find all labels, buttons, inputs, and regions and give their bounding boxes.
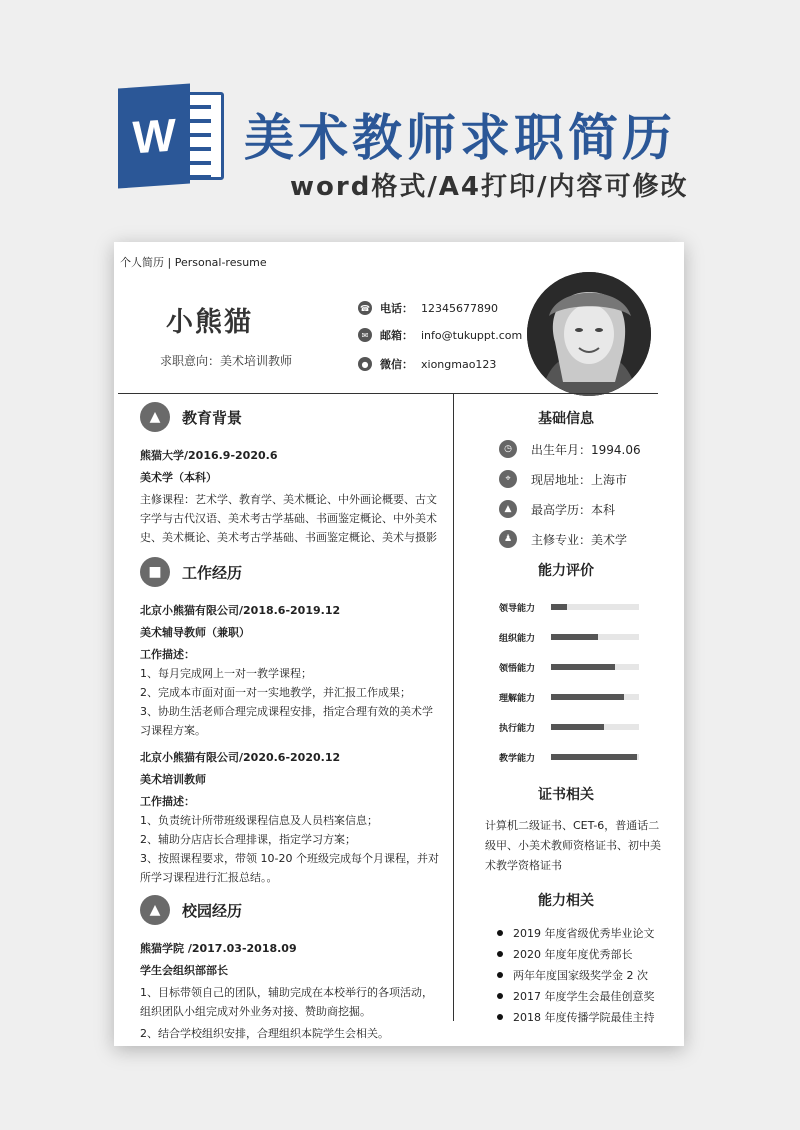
skill-label: 执行能力 bbox=[499, 723, 536, 734]
bullet-icon bbox=[497, 972, 503, 978]
skill-bar bbox=[551, 724, 639, 730]
mail-icon: ✉ bbox=[358, 328, 372, 342]
skill-row bbox=[459, 622, 673, 652]
skill-row bbox=[459, 652, 673, 682]
left-column: ▲ 教育背景 熊猫大学/2016.9-2020.6 美术学（本科） 主修课程：艺术学、教育学、美术概论、中外画论概要、古文字学与古代汉语、美术考古学基础、书画鉴定概论、中外美术史、美术概论、美术考古学基础、书画鉴定概论、美术与摄影 ■ 工作经历 北京小熊猫有限公司/2018.6-2019.12 美术辅导教师（兼职） 工作描述： 1、每月完成网上一对一教学课程； 2、完成本市面对面一对一实地教学，并汇报工作成果； 3、协助生活老师合理完成课程安排，指定合理有效的美术学习课程方案。 北京小熊猫有限公司/2020.6-2020.12 美术培训教师 工作描述： 1、负责统计所带班级课程信息及人员档案信息； 2、辅助分店店长合理排课，指定学习方案； 3、按照课程要求，带领 10-20 个班级完成每个月课程，并对所学习课程进行汇报总结。。 ▲ 校园经历 熊猫学院 /2017.03-2018.09 学生会组织部部长 1、目标带领自己的团队，辅助完成在本校举行的各项活动，组织团队小组完成对外业务对接、赞助商挖掘。 2、结合学校组织安排，合理组织本院学生会相关。 bbox=[140, 402, 440, 1043]
skill-bar-fill bbox=[551, 604, 567, 610]
graduation-cap-icon: ▲ bbox=[140, 402, 170, 432]
awards-list bbox=[459, 922, 673, 1027]
skills-list bbox=[459, 592, 673, 772]
section-work: ■ 工作经历 bbox=[140, 557, 440, 587]
banner-subtitle: word格式/A4打印/内容可修改 bbox=[290, 172, 689, 202]
right-column: 基础信息 ◷ 出生年月：1994.06 ⌖ 现居地址：上海市 ▲ 最高学历：本科 ♟ 主修专业：美术学 能力评价 领导能力 组织能力 领悟能力 理解能力 执行能力 教学能力 证书相关 计算机二级证书、CET-6，普通话二级甲、小美术教师资格证书、初中美术教学资格证书 能力相关 2019 年度省级优秀毕业论文 2020 年度年度优秀部长 两年年度国家级奖学金 2 次 2017 年度学生会最佳创意奖 2018 年度传播学院最佳主持 bbox=[459, 402, 673, 1027]
bullet-icon bbox=[497, 951, 503, 957]
award-item: 2017 年度学生会最佳创意奖 bbox=[459, 985, 673, 1006]
award-item: 两年年度国家级奖学金 2 次 bbox=[459, 964, 673, 985]
briefcase-icon: ■ bbox=[140, 557, 170, 587]
clock-icon: ◷ bbox=[499, 440, 517, 458]
skill-label: 教学能力 bbox=[499, 753, 536, 764]
skills-title: 能力评价 bbox=[538, 563, 594, 579]
job-intent: 求职意向：美术培训教师 bbox=[160, 354, 293, 368]
person-icon: ♟ bbox=[499, 530, 517, 548]
wechat-value: xiongmao123 bbox=[421, 357, 497, 371]
skill-bar-fill bbox=[551, 634, 598, 640]
skill-bar-fill bbox=[551, 694, 624, 700]
skill-label: 组织能力 bbox=[499, 633, 536, 644]
cert-text: 计算机二级证书、CET-6，普通话二级甲、小美术教师资格证书、初中美术教学资格证书 bbox=[485, 819, 661, 872]
skill-bar bbox=[551, 754, 639, 760]
section-campus: ▲ 校园经历 bbox=[140, 895, 440, 925]
contact-wechat: ● 微信： xiongmao123 bbox=[358, 356, 496, 372]
contact-email: ✉ 邮箱： info@tukuppt.com bbox=[358, 327, 522, 343]
resume-paper bbox=[114, 242, 684, 1046]
awards-title: 能力相关 bbox=[538, 893, 594, 909]
basic-info-title: 基础信息 bbox=[538, 411, 594, 427]
banner bbox=[0, 0, 800, 230]
courses: 主修课程：艺术学、教育学、美术概论、中外画论概要、古文字学与古代汉语、美术考古学基础、书画鉴定概论、中外美术史、美术概论、美术考古学基础、书画鉴定概论、美术与摄影 bbox=[140, 493, 437, 544]
skill-row bbox=[459, 682, 673, 712]
award-item: 2019 年度省级优秀毕业论文 bbox=[459, 922, 673, 943]
graduation-icon: ▲ bbox=[499, 500, 517, 518]
skill-row bbox=[459, 712, 673, 742]
skill-bar bbox=[551, 664, 639, 670]
contact-phone: ☎ 电话： 12345677890 bbox=[358, 300, 498, 316]
graduation-cap-icon: ▲ bbox=[140, 895, 170, 925]
skill-bar-fill bbox=[551, 724, 604, 730]
bullet-icon bbox=[497, 1014, 503, 1020]
candidate-name: 小熊猫 bbox=[166, 307, 253, 338]
skill-bar bbox=[551, 634, 639, 640]
skill-row bbox=[459, 592, 673, 622]
word-logo-letter: W bbox=[118, 83, 190, 188]
skill-label: 领悟能力 bbox=[499, 663, 536, 674]
email-value: info@tukuppt.com bbox=[421, 328, 523, 342]
skill-label: 理解能力 bbox=[499, 693, 536, 704]
skill-bar bbox=[551, 694, 639, 700]
banner-title: 美术教师求职简历 bbox=[244, 109, 676, 167]
location-icon: ⌖ bbox=[499, 470, 517, 488]
wechat-icon: ● bbox=[358, 357, 372, 371]
bullet-icon bbox=[497, 930, 503, 936]
cert-title: 证书相关 bbox=[538, 787, 594, 803]
bullet-icon bbox=[497, 993, 503, 999]
skill-bar-fill bbox=[551, 754, 637, 760]
award-item: 2018 年度传播学院最佳主持 bbox=[459, 1006, 673, 1027]
word-icon bbox=[118, 86, 226, 186]
award-item: 2020 年度年度优秀部长 bbox=[459, 943, 673, 964]
phone-icon: ☎ bbox=[358, 301, 372, 315]
skill-row bbox=[459, 742, 673, 772]
skill-bar-fill bbox=[551, 664, 615, 670]
profile-photo bbox=[527, 272, 651, 396]
skill-bar bbox=[551, 604, 639, 610]
resume-label: 个人简历 | Personal-resume bbox=[120, 256, 267, 269]
skill-label: 领导能力 bbox=[499, 603, 536, 614]
phone-value: 12345677890 bbox=[421, 301, 498, 315]
section-education: ▲ 教育背景 bbox=[140, 402, 440, 432]
